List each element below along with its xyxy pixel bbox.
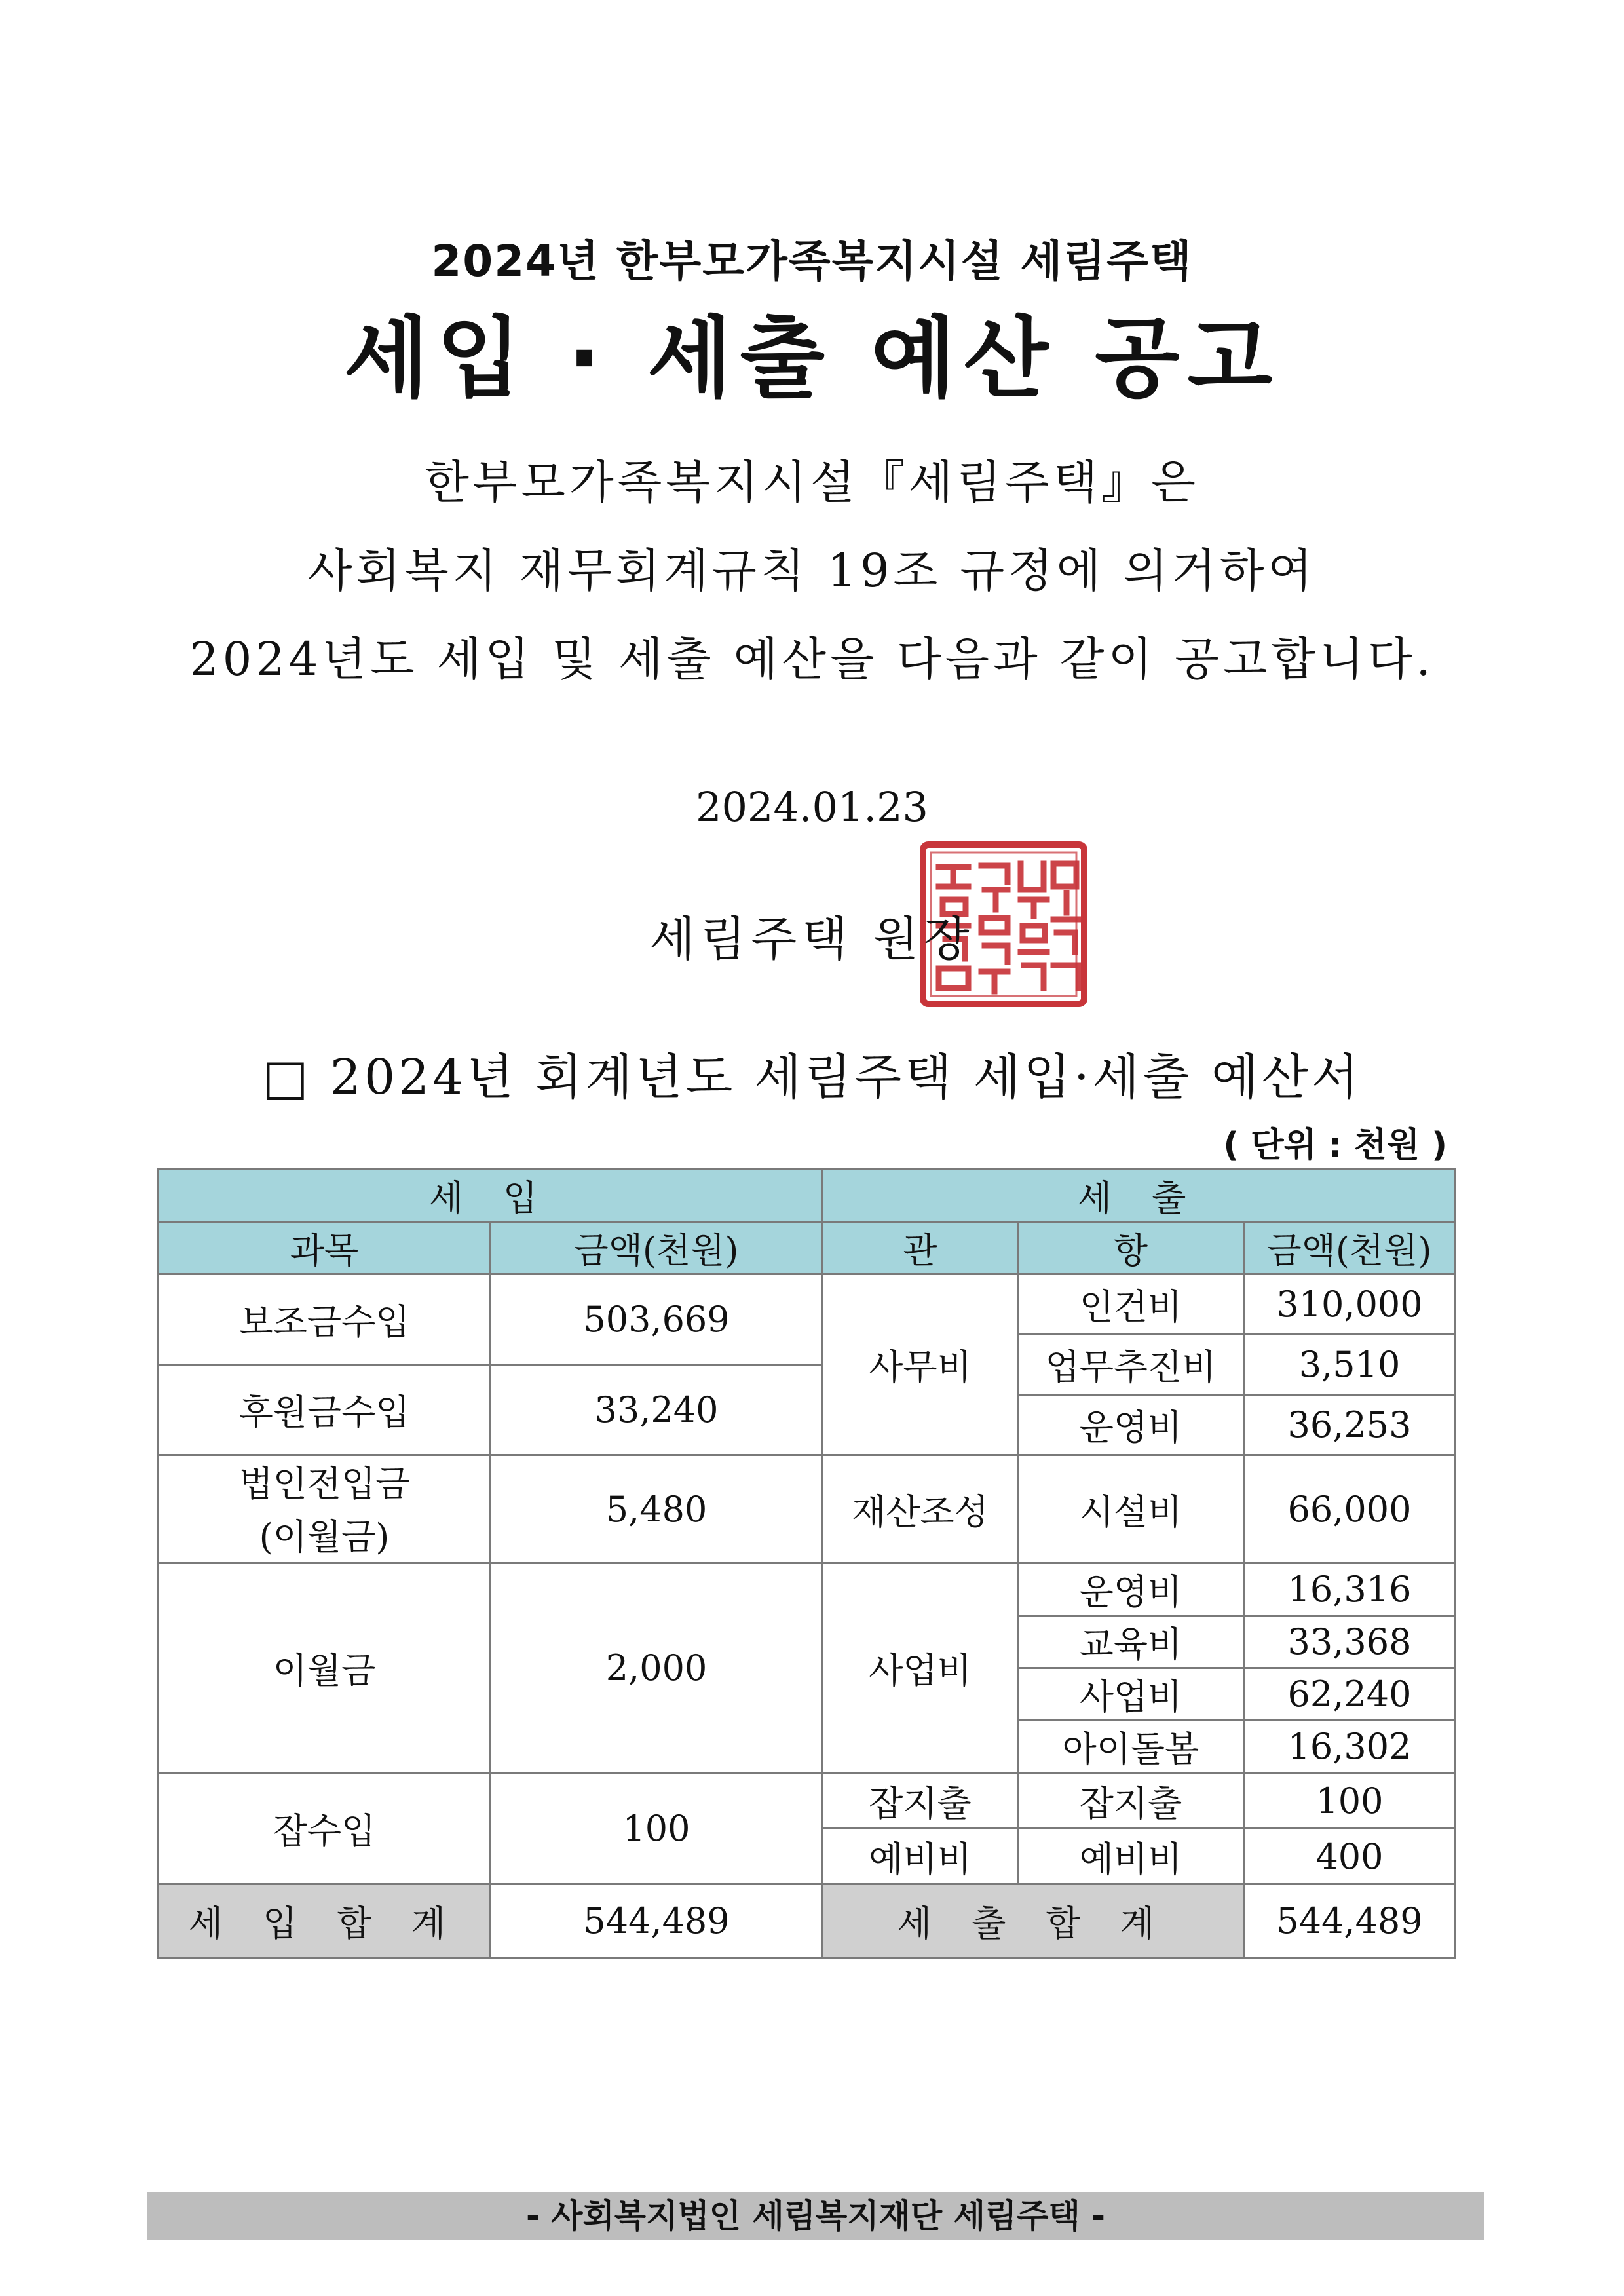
body-line-1: 한부모가족복지시설『세림주택』은	[425, 455, 1199, 509]
body-line-2: 사회복지 재무회계규칙 19조 규정에 의거하여	[307, 544, 1317, 598]
income-subject	[159, 1455, 491, 1563]
col-header-subject: 과목	[159, 1222, 491, 1274]
income-subject: 후원금수입	[159, 1365, 491, 1455]
budget-table	[157, 1168, 1456, 1959]
income-amount: 2,000	[491, 1563, 823, 1773]
income-amount: 5,480	[491, 1455, 823, 1563]
signer-name: 세림주택 원장	[649, 911, 975, 966]
income-subject: 잡수입	[159, 1773, 491, 1885]
income-total-label: 세 입 합 계	[159, 1885, 491, 1958]
expense-gwan: 사무비	[823, 1274, 1018, 1455]
expense-hang: 운영비	[1018, 1563, 1244, 1616]
income-amount: 33,240	[491, 1365, 823, 1455]
expense-amount: 100	[1244, 1773, 1456, 1829]
expense-hang: 사업비	[1018, 1668, 1244, 1721]
expense-hang: 시설비	[1018, 1455, 1244, 1563]
expense-amount: 36,253	[1244, 1395, 1456, 1455]
expense-amount: 16,316	[1244, 1563, 1456, 1616]
expense-amount: 310,000	[1244, 1274, 1456, 1335]
expense-gwan: 예비비	[823, 1829, 1018, 1885]
expense-gwan: 잡지출	[823, 1773, 1018, 1829]
notice-date: 2024.01.23	[696, 783, 928, 831]
income-amount: 100	[491, 1773, 823, 1885]
table-title: □ 2024년 회계년도 세림주택 세입·세출 예산서	[262, 1049, 1362, 1105]
notice-subtitle: 2024년 한부모가족복지시설 세림주택	[431, 236, 1193, 286]
expense-hang: 운영비	[1018, 1395, 1244, 1455]
expense-amount: 400	[1244, 1829, 1456, 1885]
expense-hang: 교육비	[1018, 1616, 1244, 1668]
expense-hang: 업무추진비	[1018, 1335, 1244, 1395]
income-subject-line2: (이월금)	[259, 1516, 390, 1558]
income-subject: 이월금	[159, 1563, 491, 1773]
expense-amount: 33,368	[1244, 1616, 1456, 1668]
income-amount: 503,669	[491, 1274, 823, 1365]
col-header-amount: 금액(천원)	[491, 1222, 823, 1274]
expense-amount: 62,240	[1244, 1668, 1456, 1721]
income-total-amount: 544,489	[491, 1885, 823, 1958]
expense-total-label: 세 출 합 계	[823, 1885, 1244, 1958]
expense-hang: 아이돌봄	[1018, 1721, 1244, 1773]
expense-amount: 66,000	[1244, 1455, 1456, 1563]
expense-total-amount: 544,489	[1244, 1885, 1456, 1958]
income-header: 세 입	[159, 1170, 823, 1222]
expense-gwan: 재산조성	[823, 1455, 1018, 1563]
expense-gwan: 사업비	[823, 1563, 1018, 1773]
expense-hang: 예비비	[1018, 1829, 1244, 1885]
income-subject-line1: 법인전입금	[238, 1463, 410, 1504]
expense-amount: 16,302	[1244, 1721, 1456, 1773]
col-header-amount2: 금액(천원)	[1244, 1222, 1456, 1274]
col-header-hang: 항	[1018, 1222, 1244, 1274]
unit-label: ( 단위 : 천원 )	[1223, 1126, 1447, 1165]
expense-hang: 잡지출	[1018, 1773, 1244, 1829]
income-subject: 보조금수입	[159, 1274, 491, 1365]
expense-hang: 인건비	[1018, 1274, 1244, 1335]
expense-amount: 3,510	[1244, 1335, 1456, 1395]
col-header-gwan: 관	[823, 1222, 1018, 1274]
body-line-3: 2024년도 세입 및 세출 예산을 다음과 같이 공고합니다.	[189, 632, 1435, 686]
expense-header: 세 출	[823, 1170, 1456, 1222]
footer-banner: - 사회복지법인 세림복지재단 세림주택 -	[147, 2192, 1484, 2240]
notice-title: 세입 · 세출 예산 공고	[343, 307, 1281, 410]
